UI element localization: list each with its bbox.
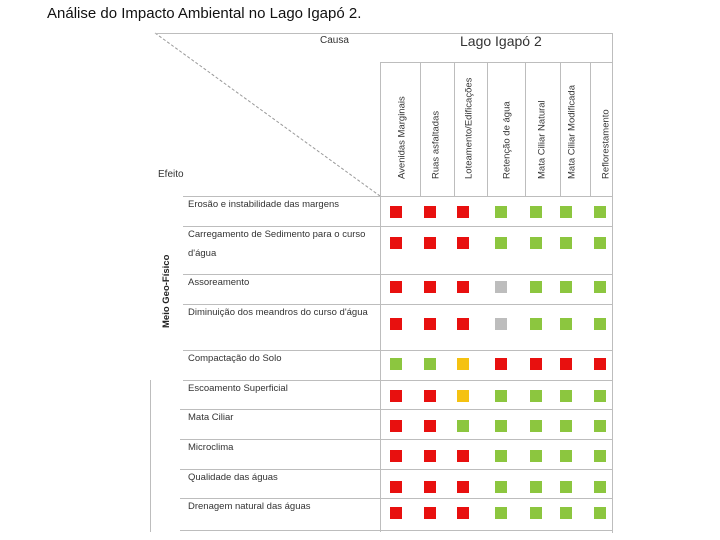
column-header-label: Retenção de água: [501, 101, 513, 179]
impact-cell-green: [495, 420, 507, 432]
column-header: [557, 60, 587, 190]
impact-cell-green: [530, 237, 542, 249]
row-label: Drenagem natural das águas: [188, 501, 311, 512]
column-header: [421, 60, 451, 190]
row-label: Diminuição dos meandros do curso d'água: [188, 307, 368, 318]
impact-cell-green: [594, 481, 606, 493]
impact-cell-red: [390, 450, 402, 462]
impact-cell-green: [530, 507, 542, 519]
impact-cell-red: [390, 390, 402, 402]
impact-cell-red: [424, 450, 436, 462]
impact-cell-green: [594, 390, 606, 402]
impact-cell-red: [457, 281, 469, 293]
impact-cell-green: [495, 237, 507, 249]
impact-cell-green: [424, 358, 436, 370]
impact-cell-red: [594, 358, 606, 370]
impact-cell-green: [495, 507, 507, 519]
impact-cell-red: [457, 481, 469, 493]
column-header-label: Avenidas Marginais: [396, 96, 408, 179]
group-label-meio-geo-fisico: Meio Geo-Físico: [161, 254, 172, 328]
row-label: Assoreamento: [188, 277, 250, 288]
column-header-label: Mata Ciliar Natural: [536, 100, 548, 179]
impact-cell-green: [560, 481, 572, 493]
impact-cell-red: [424, 281, 436, 293]
impact-cell-green: [560, 420, 572, 432]
column-header: [492, 60, 522, 190]
causa-label: Causa: [320, 35, 349, 46]
impact-cell-red: [424, 318, 436, 330]
impact-cell-red: [457, 206, 469, 218]
impact-cell-green: [457, 420, 469, 432]
impact-cell-green: [530, 390, 542, 402]
impact-cell-red: [390, 318, 402, 330]
impact-cell-green: [530, 420, 542, 432]
lago-label: Lago Igapó 2: [460, 33, 542, 49]
row-label: Carregamento de Sedimento para o curso d'água: [188, 229, 366, 259]
impact-cell-red: [390, 237, 402, 249]
column-header: [387, 60, 417, 190]
impact-cell-green: [560, 237, 572, 249]
impact-cell-green: [495, 206, 507, 218]
impact-cell-green: [594, 206, 606, 218]
impact-cell-green: [560, 318, 572, 330]
impact-cell-red: [424, 507, 436, 519]
impact-cell-gray: [495, 318, 507, 330]
column-header: [454, 60, 484, 190]
column-header-label: Ruas asfaltadas: [430, 110, 442, 179]
impact-cell-green: [530, 281, 542, 293]
impact-cell-green: [594, 318, 606, 330]
column-header: [591, 60, 621, 190]
impact-cell-red: [424, 420, 436, 432]
impact-cell-red: [390, 481, 402, 493]
impact-cell-green: [560, 206, 572, 218]
impact-cell-yellow: [457, 358, 469, 370]
impact-cell-red: [424, 206, 436, 218]
impact-cell-green: [530, 481, 542, 493]
impact-cell-yellow: [457, 390, 469, 402]
impact-cell-red: [560, 358, 572, 370]
impact-cell-green: [560, 507, 572, 519]
column-header-label: Mata Ciliar Modificada: [566, 85, 578, 179]
impact-cell-red: [457, 450, 469, 462]
row-label: Microclima: [188, 442, 234, 453]
impact-cell-green: [530, 318, 542, 330]
impact-cell-red: [424, 237, 436, 249]
impact-cell-red: [530, 358, 542, 370]
impact-cell-green: [390, 358, 402, 370]
row-label: Qualidade das águas: [188, 472, 278, 483]
impact-cell-green: [594, 420, 606, 432]
impact-cell-red: [457, 237, 469, 249]
row-label: Erosão e instabilidade das margens: [188, 199, 340, 210]
row-label: Compactação do Solo: [188, 353, 282, 364]
impact-cell-green: [530, 450, 542, 462]
impact-cell-red: [457, 507, 469, 519]
impact-cell-red: [390, 206, 402, 218]
row-label: Escoamento Superficial: [188, 383, 288, 394]
impact-cell-red: [390, 281, 402, 293]
impact-cell-red: [457, 318, 469, 330]
column-header-label: Reflorestamento: [600, 109, 612, 179]
impact-cell-green: [530, 206, 542, 218]
column-header: [527, 60, 557, 190]
impact-cell-gray: [495, 281, 507, 293]
impact-cell-green: [495, 450, 507, 462]
impact-cell-green: [495, 481, 507, 493]
page-title: Análise do Impacto Ambiental no Lago Igapó 2.: [47, 5, 362, 22]
impact-cell-green: [560, 390, 572, 402]
impact-cell-red: [390, 420, 402, 432]
impact-cell-green: [594, 507, 606, 519]
impact-cell-red: [495, 358, 507, 370]
impact-cell-red: [390, 507, 402, 519]
column-header-label: Loteamento/Edificações: [463, 77, 475, 179]
row-label: Mata Ciliar: [188, 412, 234, 423]
impact-cell-red: [424, 390, 436, 402]
impact-cell-green: [594, 450, 606, 462]
impact-cell-red: [424, 481, 436, 493]
impact-cell-green: [560, 450, 572, 462]
impact-cell-green: [495, 390, 507, 402]
impact-cell-green: [594, 281, 606, 293]
impact-cell-green: [594, 237, 606, 249]
efeito-label: Efeito: [158, 169, 184, 180]
impact-cell-green: [560, 281, 572, 293]
